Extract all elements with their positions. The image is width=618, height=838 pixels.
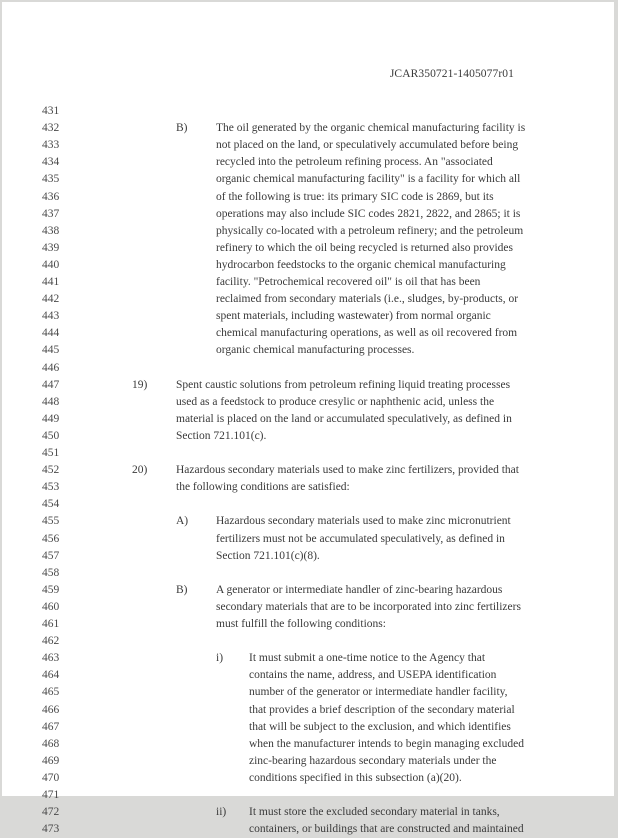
line-number: 471 — [42, 789, 60, 801]
line-text: Hazardous secondary materials used to make zinc fertilizers, provided that — [176, 464, 519, 477]
line-text: used as a feedstock to produce cresylic or naphthenic acid, unless the — [176, 395, 495, 408]
line-number: 436 — [42, 190, 60, 203]
document-line — [2, 565, 614, 582]
item-marker: i) — [216, 652, 224, 665]
line-number: 465 — [42, 686, 60, 699]
line-text: contains the name, address, and USEPA identification — [249, 669, 497, 682]
document-line — [2, 189, 614, 206]
line-number: 467 — [42, 720, 60, 733]
line-text: Hazardous secondary materials used to make zinc micronutrient — [216, 515, 511, 528]
document-line — [2, 770, 614, 787]
line-number: 442 — [42, 293, 60, 306]
item-marker: A) — [176, 515, 189, 528]
document-line — [2, 599, 614, 616]
line-number: 447 — [42, 378, 60, 391]
line-text: The oil generated by the organic chemical manufacturing facility is — [216, 122, 526, 135]
line-text: not placed on the land, or speculatively accumulated before being — [216, 139, 519, 152]
line-number: 438 — [42, 224, 60, 237]
document-line — [2, 736, 614, 753]
line-number: 443 — [42, 310, 60, 323]
document-line — [2, 531, 614, 548]
document-line — [2, 154, 614, 171]
line-number: 462 — [42, 635, 60, 648]
item-marker: 20) — [132, 464, 148, 477]
line-number: 457 — [42, 549, 60, 562]
document-line — [2, 650, 614, 667]
document-line — [2, 702, 614, 719]
document-line — [2, 103, 614, 120]
line-number: 466 — [42, 703, 60, 716]
document-line — [2, 342, 614, 359]
line-text: Spent caustic solutions from petroleum refining liquid treating processes — [176, 378, 511, 391]
line-number: 444 — [42, 327, 60, 340]
line-text: Section 721.101(c)(8). — [216, 549, 320, 562]
line-number: 451 — [42, 447, 60, 459]
document-line — [2, 787, 614, 804]
line-text: conditions specified in this subsection (a)(20). — [249, 771, 462, 784]
line-number: 440 — [42, 258, 60, 271]
line-text: that provides a brief description of the secondary material — [249, 703, 515, 716]
line-text: recycled into the petroleum refining process. An "associated — [216, 156, 493, 169]
line-text: It must submit a one-time notice to the Agency that — [249, 652, 486, 665]
line-number: 431 — [42, 105, 60, 117]
line-number: 460 — [42, 600, 60, 613]
document-line — [2, 171, 614, 188]
document-line — [2, 411, 614, 428]
document-line — [2, 445, 614, 462]
line-number: 432 — [42, 122, 60, 135]
document-line — [2, 804, 614, 821]
line-number: 435 — [42, 173, 60, 186]
line-number: 439 — [42, 241, 60, 254]
document-line — [2, 120, 614, 137]
document-line — [2, 616, 614, 633]
item-marker: ii) — [216, 806, 227, 819]
line-text: containers, or buildings that are constructed and maintained — [249, 823, 524, 836]
document-line — [2, 548, 614, 565]
document-line — [2, 137, 614, 154]
line-number: 455 — [42, 515, 60, 528]
document-line — [2, 462, 614, 479]
line-text: the following conditions are satisfied: — [176, 481, 350, 494]
item-marker: B) — [176, 122, 188, 135]
line-text: material is placed on the land or accumulated speculatively, as defined in — [176, 412, 512, 425]
line-text: of the following is true: its primary SIC code is 2869, but its — [216, 190, 494, 203]
line-number: 452 — [42, 464, 60, 477]
line-text: zinc-bearing hazardous secondary materials under the — [249, 754, 497, 767]
line-text: when the manufacturer intends to begin managing excluded — [249, 737, 524, 750]
line-text: facility. "Petrochemical recovered oil" is oil that has been — [216, 276, 481, 288]
document-line — [2, 428, 614, 445]
line-number: 473 — [42, 823, 60, 836]
line-text: Section 721.101(c). — [176, 429, 267, 442]
line-text: number of the generator or intermediate handler facility, — [249, 686, 508, 699]
document-page — [2, 2, 614, 836]
document-line — [2, 274, 614, 291]
line-text: that will be subject to the exclusion, and which identifies — [249, 720, 511, 733]
document-line — [2, 325, 614, 342]
line-number: 446 — [42, 361, 60, 374]
document-line — [2, 753, 614, 770]
line-number: 437 — [42, 207, 60, 220]
line-text: physically co-located with a petroleum refinery; and the petroleum — [216, 224, 524, 237]
item-marker: 19) — [132, 378, 148, 391]
document-line — [2, 257, 614, 274]
document-line — [2, 479, 614, 496]
line-number: 456 — [42, 532, 60, 545]
line-text: must fulfill the following conditions: — [216, 618, 386, 630]
document-line — [2, 633, 614, 650]
line-text: reclaimed from secondary materials (i.e., sludges, by-products, or — [216, 293, 519, 306]
line-number: 463 — [42, 652, 60, 665]
document-line — [2, 240, 614, 257]
line-number: 450 — [42, 429, 60, 442]
item-marker: B) — [176, 583, 188, 596]
line-text: operations may also include SIC codes 2821, 2822, and 2865; it is — [216, 207, 521, 220]
line-text: organic chemical manufacturing facility" is a facility for which all — [216, 173, 521, 186]
line-number: 441 — [42, 276, 60, 288]
document-line — [2, 308, 614, 325]
document-line — [2, 496, 614, 513]
line-text: chemical manufacturing operations, as well as oil recovered from — [216, 327, 518, 340]
document-line — [2, 377, 614, 394]
line-text: A generator or intermediate handler of zinc-bearing hazardous — [216, 583, 503, 596]
line-number: 470 — [42, 771, 60, 784]
line-number: 453 — [42, 481, 60, 494]
line-text: refinery to which the oil being recycled is returned also provides — [216, 241, 513, 254]
line-number: 458 — [42, 566, 60, 579]
document-line — [2, 223, 614, 240]
document-line — [2, 667, 614, 684]
line-number: 434 — [42, 156, 60, 169]
document-line — [2, 360, 614, 377]
line-number: 468 — [42, 737, 60, 750]
line-number: 472 — [42, 806, 60, 819]
document-line — [2, 291, 614, 308]
document-id-header: JCAR350721-1405077r01 — [389, 68, 514, 80]
line-text: organic chemical manufacturing processes. — [216, 344, 415, 357]
line-number: 461 — [42, 618, 60, 630]
document-line — [2, 821, 614, 838]
line-number: 464 — [42, 669, 60, 682]
line-text: fertilizers must not be accumulated speculatively, as defined in — [216, 532, 505, 545]
line-number: 459 — [42, 583, 60, 596]
line-number: 449 — [42, 412, 60, 425]
line-number: 454 — [42, 498, 60, 511]
document-line — [2, 582, 614, 599]
line-text: It must store the excluded secondary material in tanks, — [249, 806, 500, 819]
document-line — [2, 684, 614, 701]
line-number: 448 — [42, 395, 60, 408]
line-number: 445 — [42, 344, 60, 357]
line-text: spent materials, including wastewater) from normal organic — [216, 310, 491, 323]
line-text: hydrocarbon feedstocks to the organic chemical manufacturing — [216, 258, 506, 271]
line-number: 469 — [42, 754, 60, 767]
document-line — [2, 719, 614, 736]
line-number: 433 — [42, 139, 60, 152]
document-line — [2, 513, 614, 530]
document-line — [2, 206, 614, 223]
line-text: secondary materials that are to be incorporated into zinc fertilizers — [216, 600, 521, 613]
document-line — [2, 394, 614, 411]
